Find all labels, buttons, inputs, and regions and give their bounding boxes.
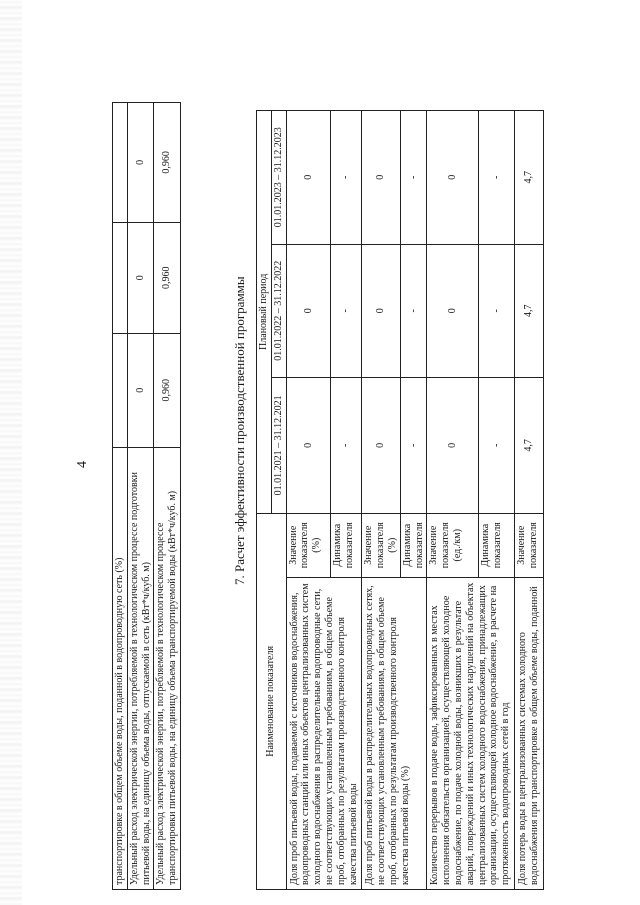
column-header-2022: 01.01.2022 – 31.12.2022 xyxy=(271,244,286,378)
column-header-period: Плановый период xyxy=(257,111,272,514)
value-cell: - xyxy=(331,378,362,514)
table-row xyxy=(362,111,400,890)
value-cell: 0 xyxy=(427,378,479,514)
indicator-name: Количество перерывов в подаче воды, зафиксированных в местах исполнения обязательств организацией, осуществляющей холодное водоснабжение, по подаче холодной воды, возникших в результате аварий, повреждений и иных технологических нарушений на объектах централизованных систем холодного водоснабжения, принадлежащих организации, осуществляющей холодное водоснабжение, в расчете на протяженность водопроводных сетей в год xyxy=(427,577,515,889)
indicator-type: Динамика показателя xyxy=(331,513,362,577)
value-cell: 4,7 xyxy=(514,378,543,514)
value-cell: - xyxy=(331,111,362,245)
indicator-type: Значение показателя (%) xyxy=(362,513,400,577)
value-cell: - xyxy=(479,378,515,514)
indicator-name: Доля проб питьевой воды, подаваемой с источников водоснабжения, водопроводных станций или иных объектов централизованных систем холодного водоснабжения в распределительные водопроводные сети, не соответствующих установленным требованиям, в общем объеме проб, отобранных по результатам производственного контроля качества питьевой воды xyxy=(286,577,362,889)
value-cell: - xyxy=(400,244,427,378)
table-header-row xyxy=(257,111,272,890)
value-cell: 0 xyxy=(286,111,331,245)
indicator-name: транспортировке в общем объеме воды, поданной в водопроводную сеть (%) xyxy=(113,447,128,889)
page-number: 4 xyxy=(75,461,90,468)
section-title: 7. Расчет эффективности производственной программы xyxy=(232,276,247,585)
indicator-name: Удельный расход электрической энергии, потребляемой в технологическом процессе транспортировки питьевой воды, на единицу объема транспортируемой воды (кВт*ч/куб. м) xyxy=(154,447,181,889)
indicator-name: Доля проб питьевой воды в распределительных водопроводных сетях, не соответствующих установленным требованиям, в общем объеме проб, отобранных по результатам производственного контроля качества питьевой воды (%) xyxy=(362,577,427,889)
value-cell xyxy=(113,333,128,447)
value-cell: 0 xyxy=(362,378,400,514)
column-header-name: Наименование показателя xyxy=(257,513,287,889)
indicator-type: Значение показателя xyxy=(514,513,543,577)
value-cell: 4,7 xyxy=(514,244,543,378)
value-cell: 0 xyxy=(362,244,400,378)
column-header-2023: 01.01.2023 – 31.12.2023 xyxy=(271,111,286,245)
indicator-type: Значение показателя (ед./км) xyxy=(427,513,479,577)
value-cell: 0 xyxy=(427,244,479,378)
indicator-type: Динамика показателя xyxy=(479,513,515,577)
table-row xyxy=(286,111,331,890)
table-row xyxy=(427,111,479,890)
value-cell: - xyxy=(479,244,515,378)
value-cell: - xyxy=(331,244,362,378)
indicator-name: Доля потерь воды в централизованных системах холодного водоснабжения при транспортировке в общем объеме воды, поданной xyxy=(514,577,543,889)
value-cell: 0 xyxy=(286,244,331,378)
value-cell: 0 xyxy=(286,378,331,514)
value-cell: - xyxy=(400,111,427,245)
efficiency-table xyxy=(256,110,544,890)
value-cell: 0 xyxy=(427,111,479,245)
value-cell: 0 xyxy=(362,111,400,245)
value-cell: 0,960 xyxy=(154,103,181,223)
value-cell: - xyxy=(479,111,515,245)
table-row xyxy=(514,111,543,890)
continued-indicators-table xyxy=(112,102,181,890)
table-row xyxy=(113,103,128,890)
value-cell: 0,960 xyxy=(154,333,181,447)
value-cell: 0 xyxy=(127,333,154,447)
table-row xyxy=(154,103,181,890)
value-cell xyxy=(113,222,128,333)
value-cell: 0,960 xyxy=(154,222,181,333)
indicator-type: Значение показателя (%) xyxy=(286,513,331,577)
indicator-name: Удельный расход электрической энергии, потребляемой в технологическом процессе подготовки питьевой воды, на единицу объема воды, отпускаемой в сеть (кВт*ч/куб. м) xyxy=(127,447,154,889)
column-header-2021: 01.01.2021 – 31.12.2021 xyxy=(271,378,286,514)
value-cell: 0 xyxy=(127,222,154,333)
value-cell: 0 xyxy=(127,103,154,223)
value-cell: 4,7 xyxy=(514,111,543,245)
value-cell xyxy=(113,103,128,223)
indicator-type: Динамика показателя xyxy=(400,513,427,577)
value-cell: - xyxy=(400,378,427,514)
table-row xyxy=(127,103,154,890)
